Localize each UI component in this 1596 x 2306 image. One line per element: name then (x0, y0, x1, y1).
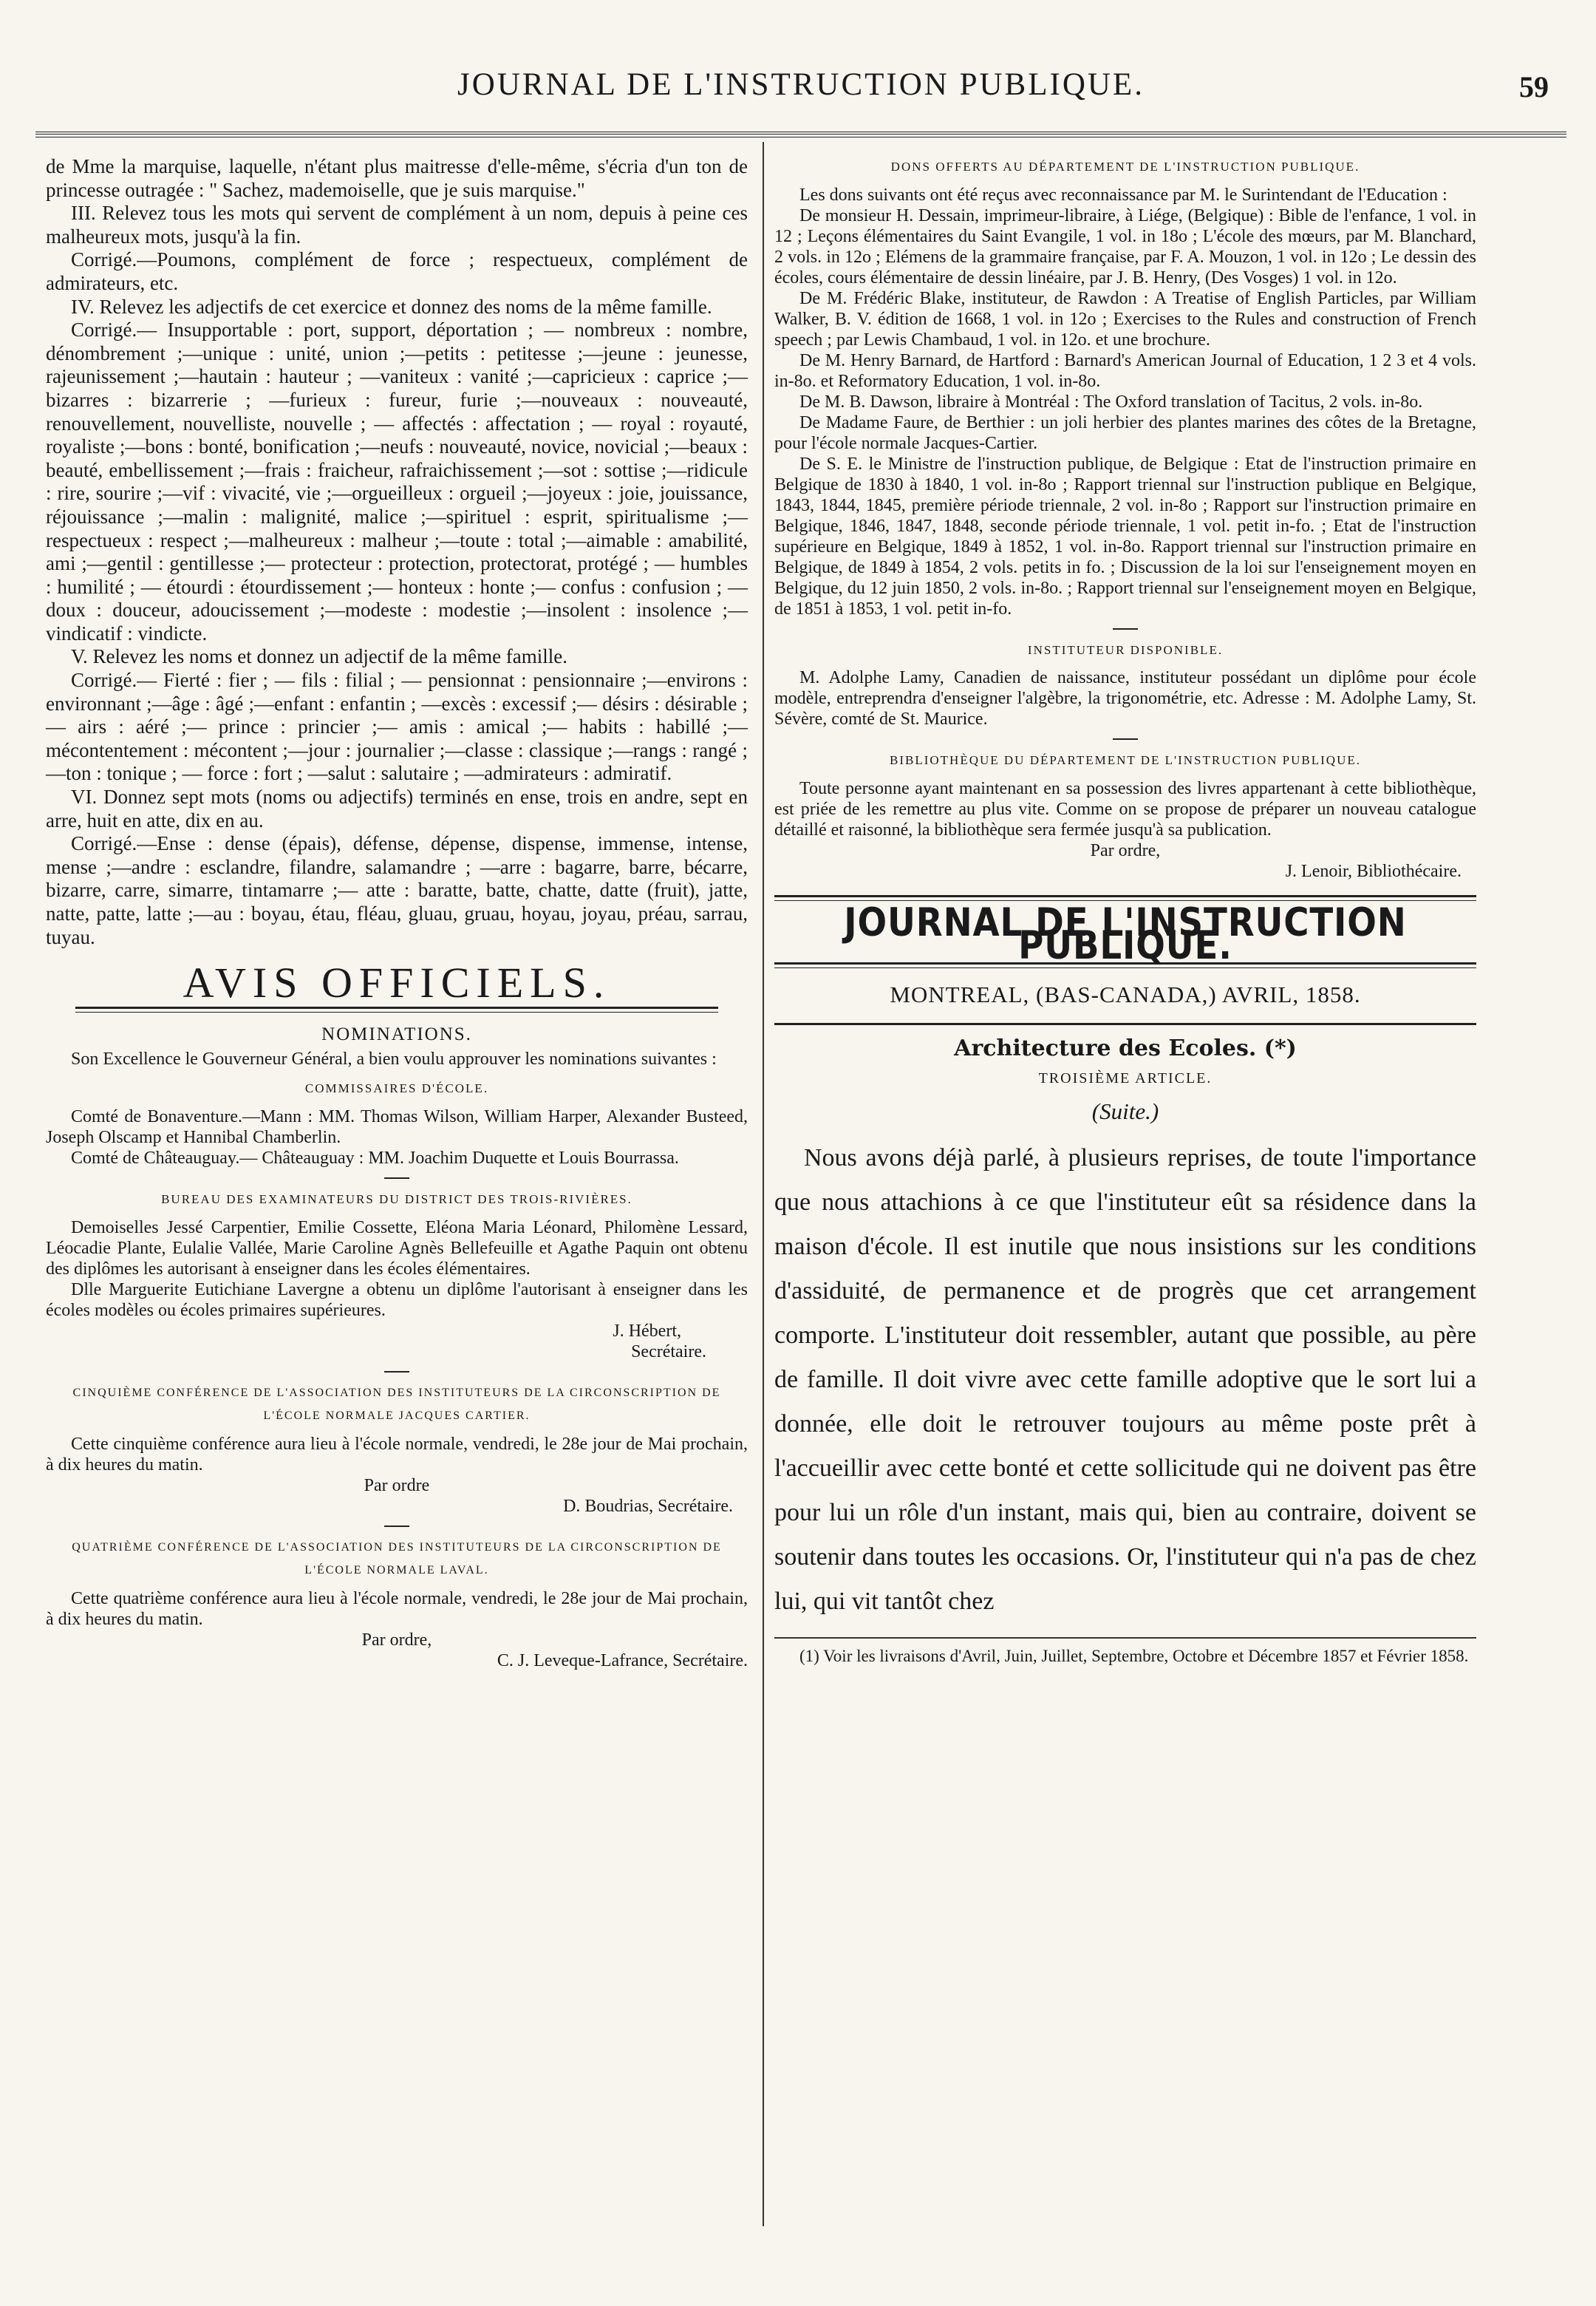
paragraph: Cette quatrième conférence aura lieu à l'école normale, vendredi, le 28e jour de Mai prochain, à dix heures du matin. (46, 1588, 748, 1629)
column-divider (763, 142, 764, 2226)
corrige-paragraph: Corrigé.— Insupportable : port, support, déportation ; — nombreux : nombre, dénombrement ;—unique : unité, union ;—petits : petitesse ;—jeune : jeunesse, rajeunissement ;—hautain : hauteur ; —vaniteux : vanité ;—capricieux : caprice ;—bizarres : bizarrerie ; —furieux : fureur, furie ;—nouveaux : nouveauté, renouvellement, nouvelliste, nouvelle ; — affectés : affectation ; — royal : royauté, royaliste ;—bons : bonté, bonification ;—neufs : nouveauté, novice, novicial ;—beaux : beauté, embellissement ;—frais : fraicheur, rafraichissement ;—sot : sottise ;—ridicule : rire, sourire ;—vif : vivacité, vie ;—orgueilleux : orgueil ;—joyeux : joie, jouissance, réjouissance ;—malin : malignité, malice ;—spirituel : esprit, spiritualisme ;—respectueux : respect ;—malheureux : malheur ;—toute : total ;—aimable : amabilité, ami ;—gentil : gentillesse ;— protecteur : protection, protectorat, protégé ; — humbles : humilité ; — étourdi : étourdissement ;— honteux : honte ;— confus : confusion ; —doux : douceur, adoucissement ;—modeste : modestie ;—insolent : insolence ;—vindicatif : vindicte. (46, 319, 748, 644)
par-ordre: Par ordre (364, 1475, 430, 1495)
separator (1113, 738, 1138, 740)
paragraph: Les dons suivants ont été reçus avec reconnaissance par M. le Surintendant de l'Education : (799, 185, 1447, 205)
dons-heading: DONS OFFERTS AU DÉPARTEMENT DE L'INSTRUCTION PUBLIQUE. (890, 160, 1360, 174)
separator (1113, 628, 1138, 630)
article-body (774, 1136, 1476, 1624)
paragraph: De M. Frédéric Blake, instituteur, de Rawdon : A Treatise of English Particles, par William Walker, B. V. édition de 1668, 1 vol. in 12o ; Exercises to the Rules and construction of French speech ; par Lewis Chambaud, 1 vol. in 12o. et une brochure. (774, 288, 1476, 350)
article-subtitle: TROISIÈME ARTICLE. (1038, 1070, 1213, 1087)
article-title: Architecture des Ecoles. (*) (954, 1035, 1297, 1061)
commissaires-heading: COMMISSAIRES D'ÉCOLE. (304, 1081, 489, 1096)
separator (384, 1526, 409, 1527)
conf4-heading: QUATRIÈME CONFÉRENCE DE L'ASSOCIATION DES INSTITUTEURS DE LA CIRCONSCRIPTION DE L'ÉCOLE NORMALE LAVAL. (72, 1540, 722, 1577)
dateline: MONTREAL, (BAS-CANADA,) AVRIL, 1858. (890, 981, 1361, 1007)
paragraph: de Mme la marquise, laquelle, n'étant plus maitresse d'elle-même, s'écria d'un ton de princesse outragée : " Sachez, mademoiselle, que je suis marquise." (46, 155, 748, 201)
paragraph: IV. Relevez les adjectifs de cet exercice et donnez des noms de la même famille. (71, 295, 712, 318)
section-rule (75, 1007, 718, 1013)
paragraph: Toute personne ayant maintenant en sa possession des livres appartenant à cette bibliothèque, est priée de les remettre au plus vite. Comme on se propose de préparer un nouveau catalogue détaillé et raisonné, la bibliothèque sera fermée jusqu'à sa publication. (774, 778, 1476, 840)
paragraph: V. Relevez les noms et donnez un adjectif de la même famille. (71, 645, 568, 668)
paragraph: Demoiselles Jessé Carpentier, Emilie Cossette, Eléona Maria Léonard, Philomène Lessard, Léocadie Plante, Eulalie Vallée, Marie Caroline Agnès Bellefeuille et Agathe Paquin ont obtenu des diplômes les autorisant à enseigner dans les écoles élémentaires. (46, 1217, 748, 1279)
signature-title: Secrétaire. (631, 1341, 706, 1361)
paragraph: Cette cinquième conférence aura lieu à l'école normale, vendredi, le 28e jour de Mai prochain, à dix heures du matin. (46, 1434, 748, 1475)
paragraph: De S. E. le Ministre de l'instruction publique, de Belgique : Etat de l'instruction primaire en Belgique de 1830 à 1840, 1 vol. in-8o ; Rapport triennal sur l'instruction publique en Belgique, 1843, 1844, 1845, première période triennale, 2 vol. in-8o ; Rapport sur l'instruction primaire en Belgique, 1846, 1847, 1848, seconde période triennale, 1 vol. petit in-fo. ; Etat de l'instruction supérieure en Belgique, 1849 à 1852, 1 vol. in-8o. Rapport triennal sur l'instruction primaire en Belgique, de 1849 à 1854, 2 vols. petits in fo. ; Discussion de la loi sur l'enseignement moyen en Belgique, du 12 juin 1850, 2 vols. in-8o. ; Rapport triennal sur l'enseignement moyen en Belgique, de 1851 à 1853, 1 vol. petit in-fo. (774, 454, 1476, 619)
signature: C. J. Leveque-Lafrance, Secrétaire. (497, 1650, 748, 1670)
biblio-heading: BIBLIOTHÈQUE DU DÉPARTEMENT DE L'INSTRUCTION PUBLIQUE. (890, 753, 1361, 768)
paragraph: Comté de Bonaventure.—Mann : MM. Thomas Wilson, William Harper, Alexander Busteed, Joseph Olscamp et Hannibal Chamberlin. (46, 1106, 748, 1147)
section-rule (774, 1023, 1476, 1025)
corrige-paragraph: Corrigé.—Ense : dense (épais), défense, dépense, dispense, immense, intense, mense ;—andre : esclandre, filandre, salamandre ; —arre : bagarre, barre, bécarre, bizarre, carre, simarre, tintamarre ;— atte : baratte, batte, chatte, datte (fruit), jatte, natte, patte, latte ;—au : boyau, étau, fléau, gluau, gruau, hoyau, joyau, préau, sarrau, tuyau. (46, 832, 748, 948)
nominations-heading: NOMINATIONS. (321, 1024, 472, 1044)
instituteur-heading: INSTITUTEUR DISPONIBLE. (1027, 642, 1224, 657)
left-column (46, 155, 748, 1671)
paragraph: De Madame Faure, de Berthier : un joli herbier des plantes marines des côtes de la Bretagne, pour l'école normale Jacques-Cartier. (774, 412, 1476, 453)
paragraph: III. Relevez tous les mots qui servent de complément à un nom, depuis à peine ces malheureux mots, jusqu'à la fin. (46, 202, 748, 248)
footnote-rule (774, 1637, 1476, 1639)
paragraph: De M. Henry Barnard, de Hartford : Barnard's American Journal of Education, 1 2 3 et 4 vols. in-8o. et Reformatory Education, 1 vol. in-8o. (774, 350, 1476, 391)
par-ordre: Par ordre, (1090, 840, 1161, 860)
paragraph: De M. B. Dawson, libraire à Montréal : The Oxford translation of Tacitus, 2 vols. in-8o. (799, 392, 1423, 412)
corrige-paragraph: Corrigé.—Poumons, complément de force ; respectueux, complément de admirateurs, etc. (46, 248, 748, 294)
paragraph: Nous avons déjà parlé, à plusieurs reprises, de toute l'importance que nous attachions à ce que l'instituteur eût sa résidence dans la maison d'école. Il est inutile que nous insistions sur les conditions d'assiduité, de permanence et de progrès que cet arrangement comporte. L'instituteur doit ressembler, autant que possible, au père de famille. Il doit vivre avec cette famille adoptive que le sort lui a donnée, elle doit le retrouver toujours au même poste prêt à l'accueillir avec cette bonté et cette sollicitude qui ne doivent pas être pour lui un rôle d'un instant, mais qui, bien au contraire, doivent se soutenir dans toutes les occasions. Or, l'instituteur qui n'a pas de chez lui, qui vit tantôt chez (774, 1144, 1476, 1616)
right-column (774, 155, 1476, 1667)
signature: J. Lenoir, Bibliothécaire. (1285, 861, 1462, 881)
paragraph: Comté de Châteauguay.— Châteauguay : MM. Joachim Duquette et Louis Bourrassa. (71, 1148, 679, 1168)
paragraph: Dlle Marguerite Eutichiane Lavergne a obtenu un diplôme l'autorisant à enseigner dans les écoles modèles ou écoles primaires supérieures. (46, 1279, 748, 1320)
paragraph: M. Adolphe Lamy, Canadien de naissance, instituteur possédant un diplôme pour école modèle, entreprendra d'enseigner l'algèbre, la trigonométrie, etc. Adresse : M. Adolphe Lamy, St. Sévère, comté de St. Maurice. (774, 668, 1476, 729)
par-ordre: Par ordre, (361, 1630, 432, 1650)
separator (384, 1371, 409, 1373)
page-header (35, 67, 1566, 126)
bureau-heading: BUREAU DES EXAMINATEURS DU DISTRICT DES TROIS-RIVIÈRES. (161, 1191, 632, 1206)
conf5-heading: CINQUIÈME CONFÉRENCE DE L'ASSOCIATION DES INSTITUTEURS DE LA CIRCONSCRIPTION DE L'ÉCOLE NORMALE JACQUES CARTIER. (72, 1386, 721, 1423)
running-title: JOURNAL DE L'INSTRUCTION PUBLIQUE. (457, 67, 1145, 102)
signature: D. Boudrias, Secrétaire. (563, 1496, 733, 1516)
paragraph: De monsieur H. Dessain, imprimeur-libraire, à Liége, (Belgique) : Bible de l'enfance, 1 vol. in 12 ; Leçons élémentaires du Saint Evangile, 1 vol. in 18o ; L'école des mœurs, par M. Blanchard, 2 vols. in 12o ; Elémens de la grammaire française, par F. A. Mouzon, 1 vol. in 12o ; Le dessin des écoles, cours élémentaire de dessin linéaire, par J. B. Henry, (Des Vosges) 1 vol. in 12o. (774, 205, 1476, 288)
signature-name: J. Hébert, (613, 1321, 681, 1341)
article-suite: (Suite.) (1091, 1098, 1159, 1124)
footnote: (1) Voir les livraisons d'Avril, Juin, Juillet, Septembre, Octobre et Décembre 1857 et Février 1858. (799, 1647, 1469, 1666)
avis-officiels-title: AVIS OFFICIELS. (183, 959, 611, 1007)
separator (384, 1177, 409, 1179)
journal-masthead: JOURNAL DE L'INSTRUCTION PUBLIQUE. (844, 899, 1407, 969)
paragraph: VI. Donnez sept mots (noms ou adjectifs) terminés en ense, trois en andre, sept en arre, huit en atte, dix en au. (46, 786, 748, 831)
corrige-paragraph: Corrigé.— Fierté : fier ; — fils : filial ; — pensionnat : pensionnaire ;—environs : environnant ;—âge : âgé ;—enfant : enfantin ; —excès : excessif ;— désirs : désirable ;— airs : aéré ;— prince : princier ;— amis : amical ;— habits : habillé ;— mécontentement : mécontent ;—jour : journalier ;—classe : classique ;—rangs : rangé ; —ton : tonique ; — force : fort ; —salut : salutaire ; —admirateurs : admiratif. (46, 669, 748, 785)
paragraph: Son Excellence le Gouverneur Général, a bien voulu approuver les nominations suivantes : (71, 1050, 717, 1069)
page-number: 59 (1519, 70, 1549, 103)
header-rule (35, 132, 1566, 137)
